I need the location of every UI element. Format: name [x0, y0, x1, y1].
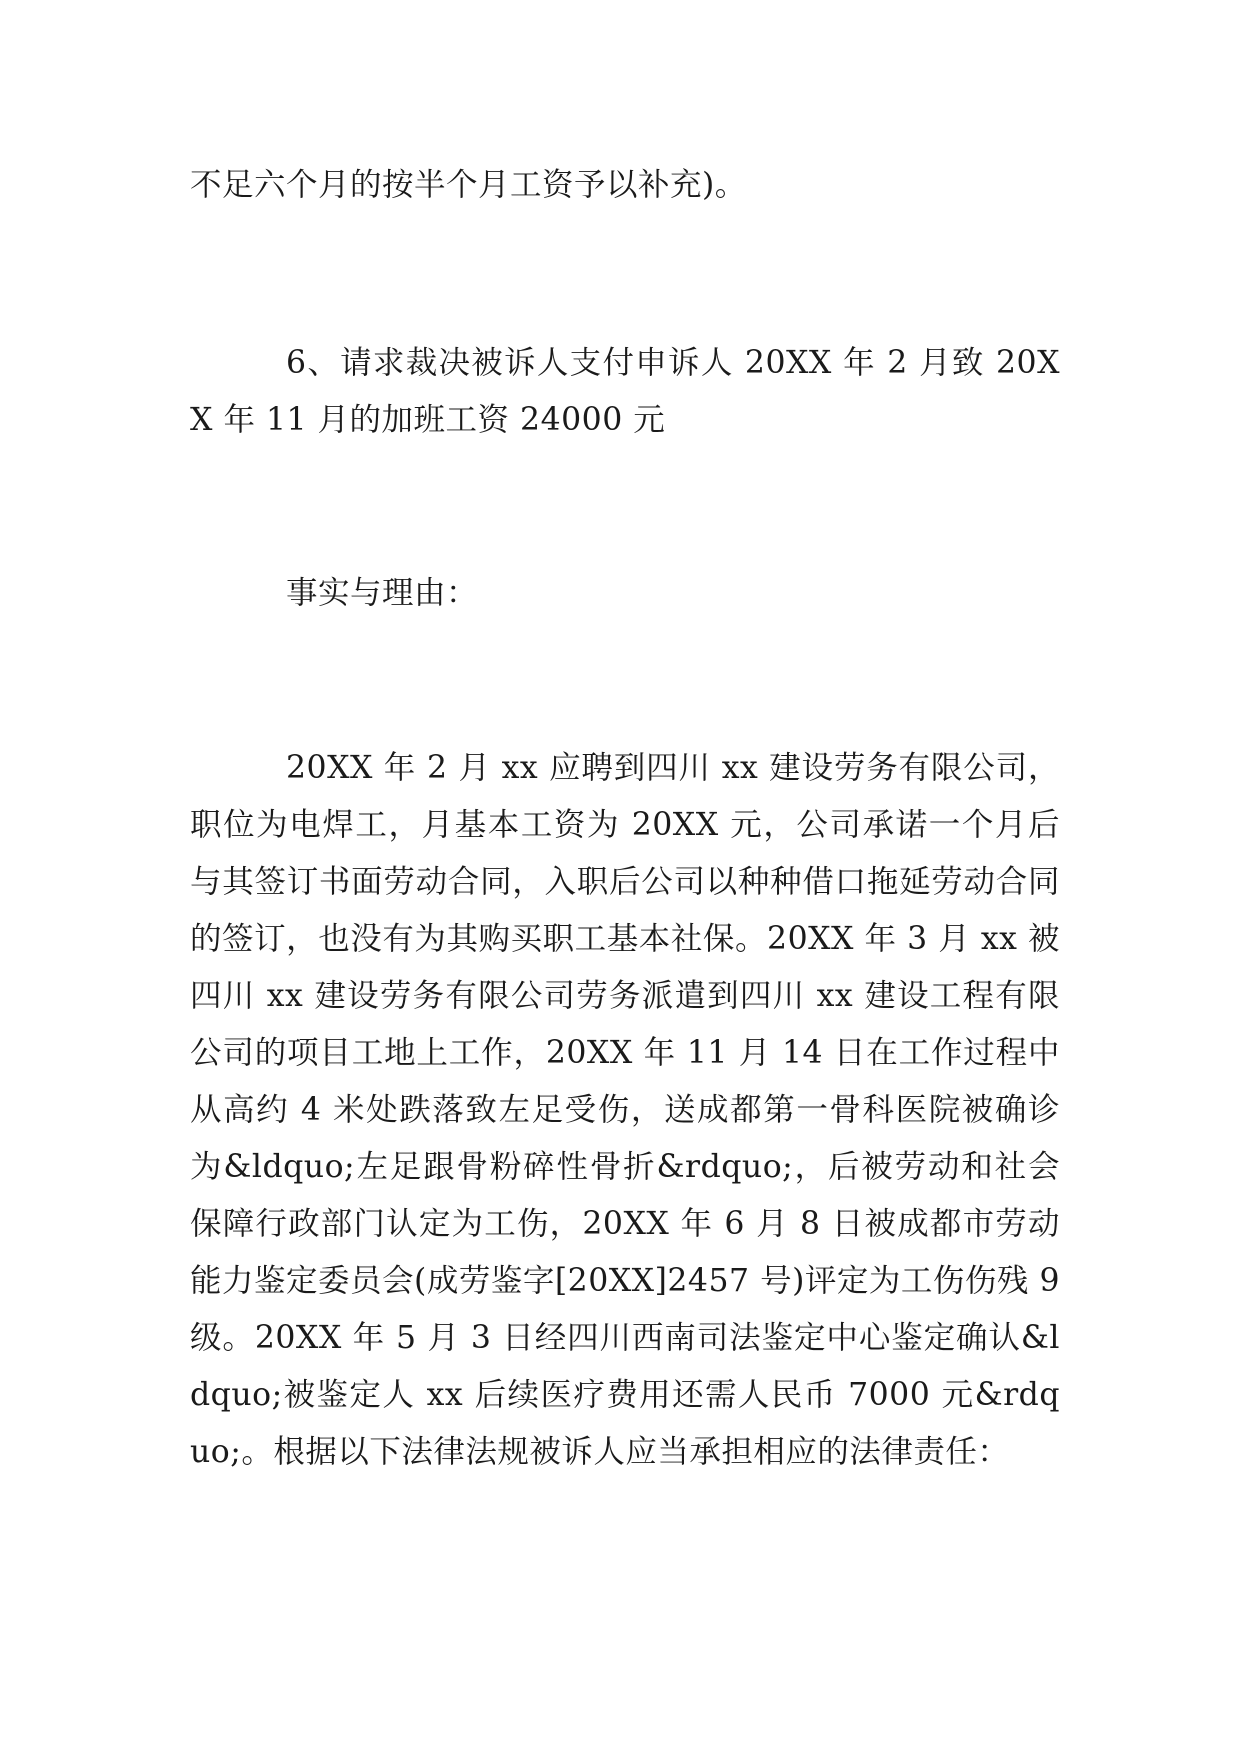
paragraph-facts-body: 20XX 年 2 月 xx 应聘到四川 xx 建设劳务有限公司，职位为电焊工，月基本工资为 20XX 元，公司承诺一个月后与其签订书面劳动合同，入职后公司以种种借口拖延劳动合同的签订，也没有为其购买职工基本社保。20XX 年 3 月 xx 被四川 xx 建设劳务有限公司劳务派遣到四川 xx 建设工程有限公司的项目工地上工作，20XX 年 11 月 14 日在工作过程中从高约 4 米处跌落致左足受伤，送成都第一骨科医院被确诊为&ldquo;左足跟骨粉碎性骨折&rdquo;，后被劳动和社会保障行政部门认定为工伤，20XX 年 6 月 8 日被成都市劳动能力鉴定委员会(成劳鉴字[20XX]2457 号)评定为工伤伤残 9 级。20XX 年 5 月 3 日经四川西南司法鉴定中心鉴定确认&ldquo;被鉴定人 xx 后续医疗费用还需人民币 7000 元&rdquo;。根据以下法律法规被诉人应当承担相应的法律责任： [190, 750, 1060, 1470]
paragraph-claim-6: 6、请求裁决被诉人支付申诉人 20XX 年 2 月致 20XX 年 11 月的加班工资 24000 元 [190, 345, 1060, 438]
paragraph-compensation-note: 不足六个月的按半个月工资予以补充)。 [190, 167, 747, 203]
section-heading-facts: 事实与理由： [286, 575, 479, 611]
